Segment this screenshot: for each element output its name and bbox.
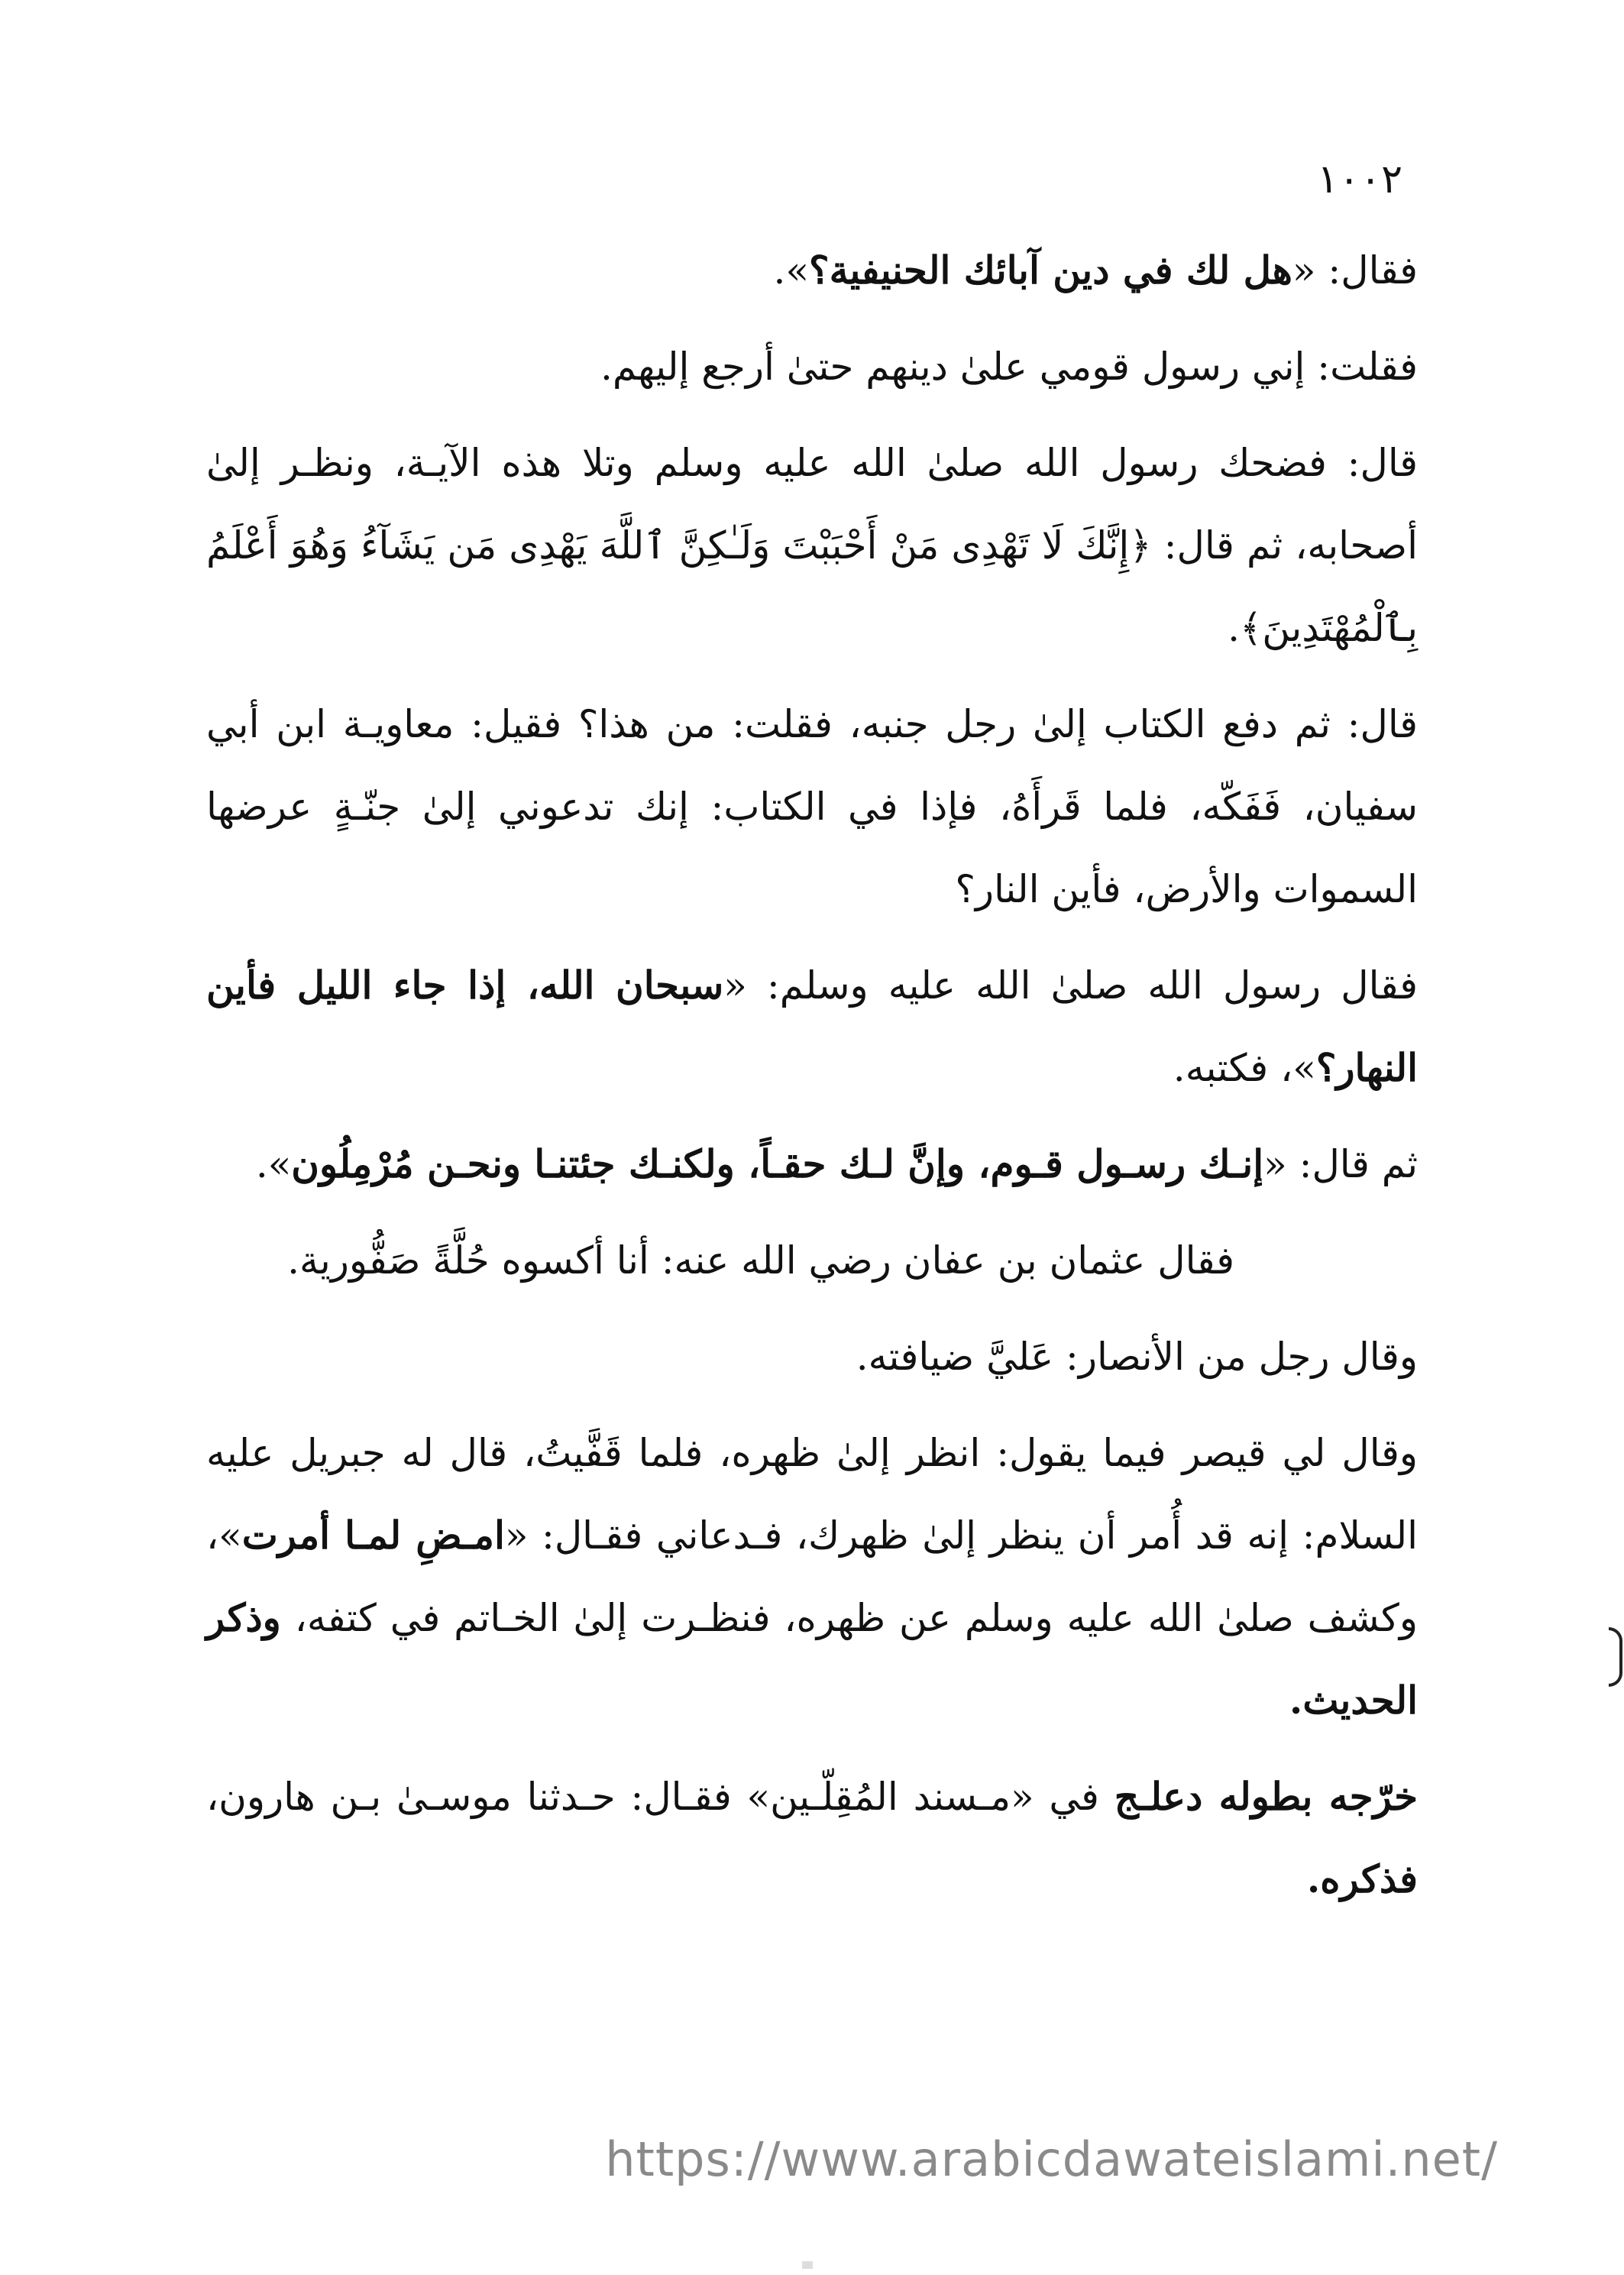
paragraph-2 <box>206 325 1418 408</box>
paragraph-3-segment-1: قال: فضحك رسول الله صلىٰ الله عليه وسلم وتلا هذه الآيـة، ونظـر إلىٰ أصحابه، ثم قال: ﴿إِنَّكَ لَا تَهْدِى مَنْ أَحْبَبْتَ وَلَـٰكِنَّ ٱللَّهَ يَهْدِى مَن يَشَآءُ وَهُوَ أَعْلَمُ بِٱلْمُهْتَدِينَ﴾. <box>206 441 1418 650</box>
paragraph-9-segment-3: »، وكشف صلىٰ الله عليه وسلم عن ظهره، فنظـرت إلىٰ الخـاتم في كتفه، <box>206 1513 1418 1640</box>
main-text <box>206 229 1418 1934</box>
paragraph-9-segment-2: امـضِ لمـا أمرت <box>241 1513 505 1558</box>
paragraph-10-segment-2: في «مـسند المُقِلّـين» فقـال: حـدثنا موسـىٰ بـن هارون، <box>206 1775 1114 1819</box>
paragraph-7-segment-1: فقال عثمان بن عفان رضي الله عنه: أنا أكسوه حُلَّةً صَفُّورية. <box>287 1238 1234 1283</box>
paragraph-6-segment-2: إنـك رسـول قـوم، وإنَّ لـك حقـاً، ولكنـك جئتنـا ونحـن مُرْمِلُون <box>291 1141 1264 1186</box>
paragraph-1-segment-2: هل لك في دين آبائك الحنيفية؟ <box>809 248 1292 293</box>
paragraph-10-segment-3: فذكره. <box>1306 1856 1418 1901</box>
paragraph-9 <box>206 1412 1418 1742</box>
paragraph-10 <box>206 1756 1418 1921</box>
paragraph-8 <box>206 1315 1418 1398</box>
paragraph-8-segment-1: وقال رجل من الأنصار: عَليَّ ضيافته. <box>856 1335 1418 1379</box>
paragraph-1 <box>206 229 1418 312</box>
paragraph-9-segment-4: وذكر الحديث. <box>206 1595 1418 1723</box>
scan-artifact <box>802 2261 813 2269</box>
paragraph-3 <box>206 422 1418 669</box>
paragraph-5-segment-3: »، فكتبه. <box>1173 1046 1316 1090</box>
paragraph-6 <box>206 1123 1418 1205</box>
paragraph-5-segment-2: سبحان الله، إذا جاء الليل فأين النهار؟ <box>206 963 1418 1090</box>
paragraph-6-segment-1: ثم قال: « <box>1263 1142 1418 1186</box>
paragraph-1-segment-3: ». <box>773 248 810 293</box>
paragraph-2-segment-1: فقلت: إني رسول قومي علىٰ دينهم حتىٰ أرجع إليهم. <box>600 345 1418 389</box>
paragraph-9-segment-1: وقال لي قيصر فيما يقول: انظر إلىٰ ظهره، فلما قَفَّيتُ، قال له جبريل عليه السلام: إنه قد أُمر أن ينظر إلىٰ ظهرك، فـدعاني فقـال: « <box>206 1431 1419 1558</box>
watermark-url: https://www.arabicdawateislami.net/ <box>605 2131 1498 2187</box>
paragraph-5-segment-1: فقال رسول الله صلىٰ الله عليه وسلم: « <box>723 963 1418 1008</box>
paragraph-1-segment-1: فقال: « <box>1292 248 1418 293</box>
paragraph-6-segment-3: ». <box>255 1142 292 1186</box>
page-number: ١٠٠٢ <box>1317 157 1402 202</box>
paragraph-5 <box>206 944 1418 1109</box>
paragraph-10-segment-1: خرّجه بطوله دعلـج <box>1114 1774 1418 1819</box>
paragraph-4 <box>206 683 1418 930</box>
margin-bracket-mark <box>1609 1627 1622 1687</box>
paragraph-4-segment-1: قال: ثم دفع الكتاب إلىٰ رجل جنبه، فقلت: من هذا؟ فقيل: معاويـة ابن أبي سفيان، فَفَكّه، فلما قَرأَهُ، فإذا في الكتاب: إنك تدعوني إلىٰ جنّـةٍ عرضها السموات والأرض، فأين النار؟ <box>206 702 1418 911</box>
paragraph-7 <box>206 1219 1418 1302</box>
